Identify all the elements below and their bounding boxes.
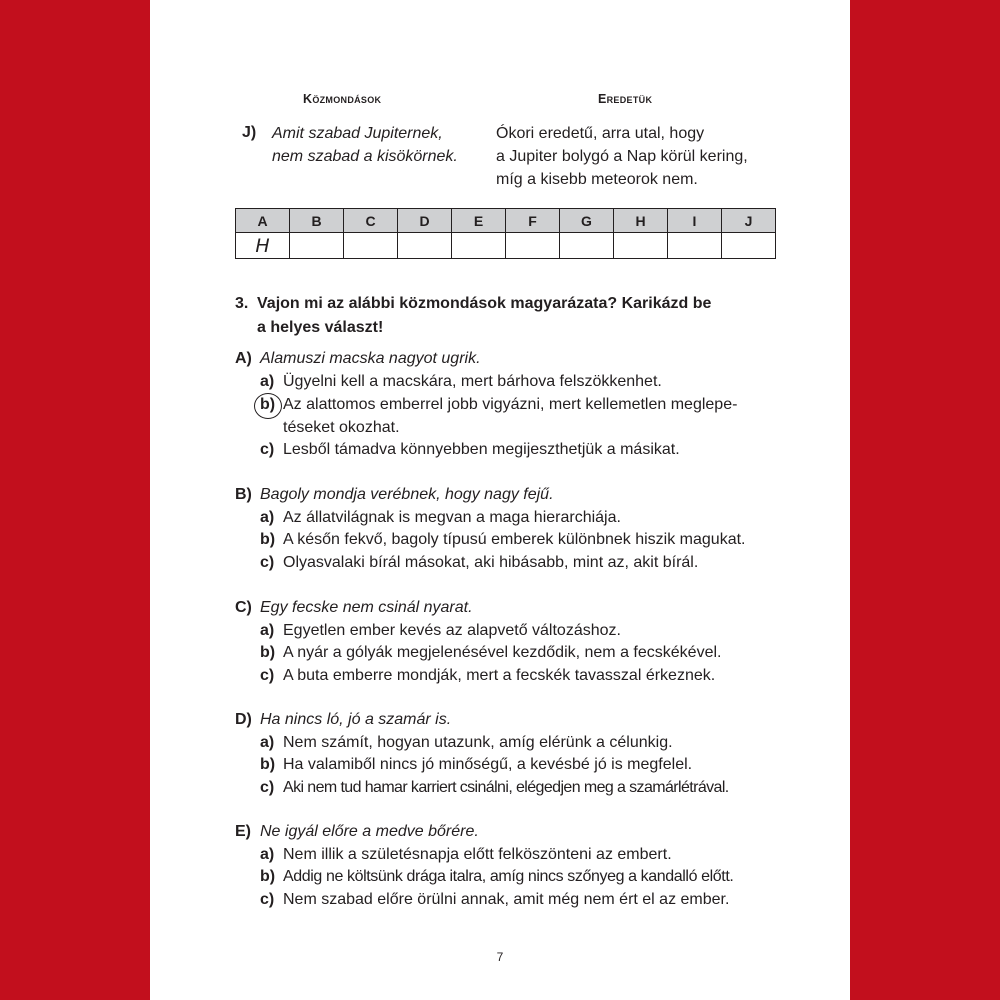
book-page: [150, 0, 850, 1000]
option-text: [283, 866, 788, 889]
option-text: [283, 620, 788, 643]
row-j-origin-line: a Jupiter bolygó a Nap körül kering,: [496, 148, 748, 165]
question-letter: B): [235, 486, 252, 503]
task-text-line: a helyes választ!: [257, 319, 384, 336]
option-text: [283, 552, 788, 575]
option-label: c): [260, 667, 275, 684]
option-label: b): [260, 868, 276, 885]
option-text: [283, 732, 788, 755]
question-proverb: Ha nincs ló, jó a szamár is.: [260, 711, 452, 728]
option-text-line: Egyetlen ember kevés az alapvető változáshoz.: [283, 622, 621, 639]
option-text: [283, 394, 788, 439]
option-text: [283, 665, 788, 688]
question-letter: D): [235, 711, 252, 728]
option-label: [260, 394, 280, 417]
answer-cell[interactable]: H: [236, 233, 290, 259]
option-label: a): [260, 622, 275, 639]
option-text-line: A nyár a gólyák megjelenésével kezdődik, nem a fecskékével.: [283, 644, 722, 661]
option-text: [283, 507, 788, 530]
option-text: [283, 844, 788, 867]
option-text-line: A későn fekvő, bagoly típusú emberek különbnek hiszik magukat.: [283, 531, 746, 548]
option-label: c): [260, 441, 275, 458]
answer-table-header: B: [290, 209, 344, 233]
answer-table: [235, 208, 776, 259]
question-proverb: Ne igyál előre a medve bőrére.: [260, 823, 479, 840]
option-text-line: Lesből támadva könnyebben megijeszthetjük a másikat.: [283, 441, 680, 458]
option-text-line: Az alattomos emberrel jobb vigyázni, mert kellemetlen meglepe-: [283, 396, 738, 413]
question-proverb: Alamuszi macska nagyot ugrik.: [260, 350, 481, 367]
proverbs-column-header: Közmondások: [303, 92, 382, 106]
task-number: 3.: [235, 295, 249, 312]
answer-table-header: G: [560, 209, 614, 233]
answer-table-header: I: [668, 209, 722, 233]
task-text: [257, 292, 777, 340]
page-number: 7: [496, 950, 504, 964]
answer-table-header: D: [398, 209, 452, 233]
row-j-origin-line: míg a kisebb meteorok nem.: [496, 171, 698, 188]
row-j-origin-line: Ókori eredetű, arra utal, hogy: [496, 125, 705, 142]
answer-table-header: C: [344, 209, 398, 233]
option-text: [283, 439, 788, 462]
answer-table-header: J: [722, 209, 776, 233]
option-label: b): [260, 644, 276, 661]
option-text-line: Aki nem tud hamar karriert csinálni, elégedjen meg a szamárlétrával.: [283, 779, 729, 796]
task-text-line: Vajon mi az alábbi közmondások magyarázata? Karikázd be: [257, 295, 712, 312]
option-text-line: Ha valamiből nincs jó minőségű, a kevésbé jó is megfelel.: [283, 756, 693, 773]
option-text-line: Olyasvalaki bírál másokat, aki hibásabb, mint az, akit bírál.: [283, 554, 699, 571]
answer-cell[interactable]: [722, 233, 776, 259]
option-label: b): [260, 531, 276, 548]
option-text-line: Nem szabad előre örülni annak, amit még nem ért el az ember.: [283, 891, 730, 908]
option-label: c): [260, 554, 275, 571]
answer-table-header: F: [506, 209, 560, 233]
row-j-proverb-line: Amit szabad Jupiternek,: [272, 125, 443, 142]
option-label: a): [260, 373, 275, 390]
question-proverb: Egy fecske nem csinál nyarat.: [260, 599, 473, 616]
question-letter: A): [235, 350, 252, 367]
option-text-line: Ügyelni kell a macskára, mert bárhova felszökkenhet.: [283, 373, 662, 390]
option-label: c): [260, 779, 275, 796]
option-label-text: b): [260, 396, 276, 413]
origins-column-header: Eredetük: [598, 92, 653, 106]
option-label: a): [260, 734, 275, 751]
option-label: a): [260, 509, 275, 526]
answer-table-header: A: [236, 209, 290, 233]
answer-circle-mark: [254, 393, 282, 419]
question-letter: C): [235, 599, 252, 616]
option-text: [283, 777, 788, 800]
answer-table-header-row: [236, 209, 776, 233]
option-text: [283, 754, 788, 777]
option-text: [283, 529, 788, 552]
question-letter: E): [235, 823, 251, 840]
option-text-line: A buta emberre mondják, mert a fecskék tavasszal érkeznek.: [283, 667, 716, 684]
option-label: a): [260, 846, 275, 863]
row-j-proverb: [272, 122, 487, 168]
option-label: b): [260, 756, 276, 773]
option-text-line: Nem illik a születésnapja előtt felköszönteni az embert.: [283, 846, 672, 863]
answer-cell[interactable]: [614, 233, 668, 259]
answer-table-answer-row: [236, 233, 776, 259]
option-text: [283, 889, 788, 912]
option-text: [283, 642, 788, 665]
option-text-line: Addig ne költsünk drága italra, amíg nincs szőnyeg a kandalló előtt.: [283, 868, 734, 885]
answer-cell[interactable]: [560, 233, 614, 259]
option-text-line: Az állatvilágnak is megvan a maga hierarchiája.: [283, 509, 621, 526]
answer-cell[interactable]: [290, 233, 344, 259]
row-j-proverb-line: nem szabad a kisökörnek.: [272, 148, 458, 165]
row-j-origin: [496, 122, 796, 191]
option-text-line: Nem számít, hogyan utazunk, amíg elérünk a célunkig.: [283, 734, 673, 751]
option-text: [283, 371, 788, 394]
answer-cell[interactable]: [344, 233, 398, 259]
answer-table-header: E: [452, 209, 506, 233]
answer-cell[interactable]: [398, 233, 452, 259]
option-label: c): [260, 891, 275, 908]
answer-cell[interactable]: [452, 233, 506, 259]
answer-table-header: H: [614, 209, 668, 233]
question-proverb: Bagoly mondja verébnek, hogy nagy fejű.: [260, 486, 554, 503]
option-text-line: téseket okozhat.: [283, 418, 400, 436]
answer-cell[interactable]: [506, 233, 560, 259]
row-j-letter: J): [242, 124, 257, 141]
answer-cell[interactable]: [668, 233, 722, 259]
